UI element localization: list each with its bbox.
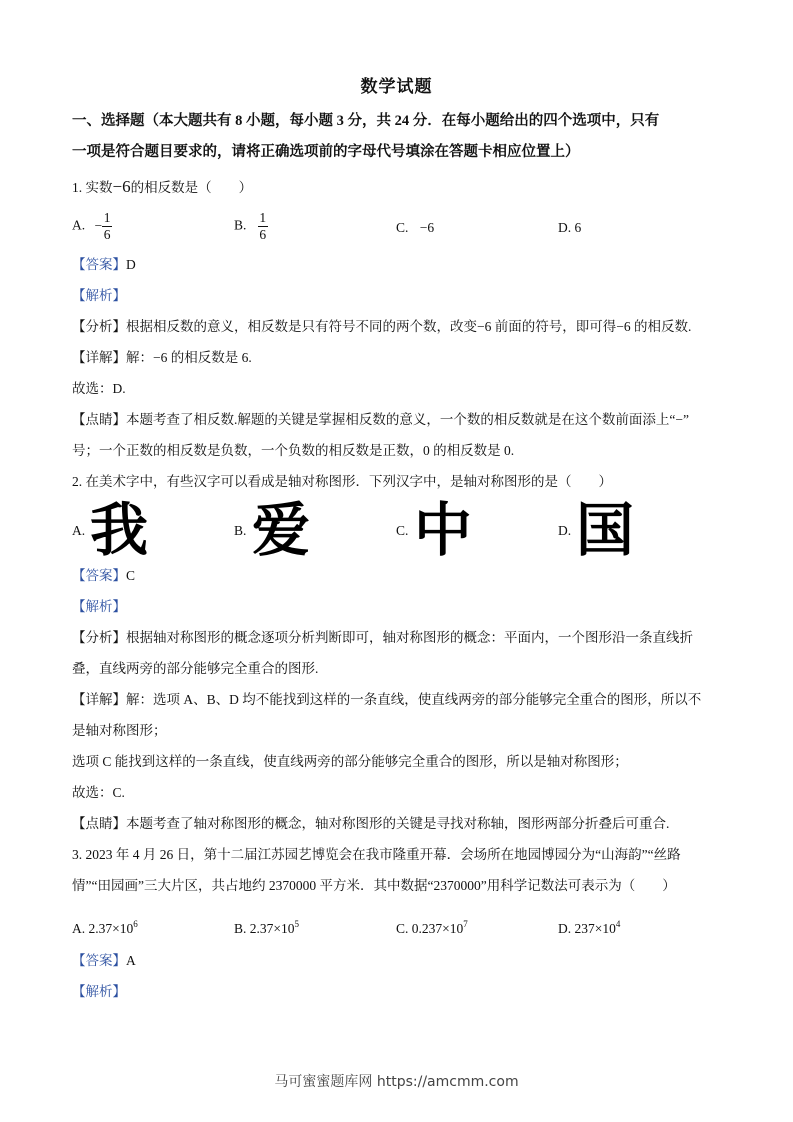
analysis-text: 根据相反数的意义，相反数是只有符号不同的两个数，改变−6 前面的符号，即可得−6 的相反数.: [126, 319, 692, 334]
option-exponent: 5: [294, 919, 300, 929]
q3-option-a: [72, 915, 138, 938]
q2-option-b-label: B.: [234, 523, 247, 538]
footer-watermark[interactable]: 马可蜜蜜题库网 https://amcmm.com: [274, 1074, 519, 1090]
numerator: 1: [103, 210, 111, 225]
q1-prefix: 1. 实数: [72, 180, 113, 195]
option-label: C.: [396, 921, 409, 936]
q1-choice: 故选：D.: [72, 381, 126, 396]
comment-text: 本题考查了轴对称图形的概念，轴对称图形的关键是寻找对称轴，图形两部分折叠后可重合.: [126, 816, 670, 831]
q2-option-d-label: D.: [558, 523, 572, 538]
q2-option-c-char: 中: [414, 496, 473, 564]
q2-option-a-char: 我: [90, 496, 149, 564]
q2-option-a-label: A.: [72, 523, 86, 538]
option-base: 2.37×10: [88, 921, 134, 936]
q1-answer: [72, 256, 136, 274]
q2-option-b-char: 爱: [252, 496, 311, 564]
comment-tag: 【点睛】: [72, 816, 126, 831]
q1-comment-line-1: [72, 411, 689, 429]
option-label: B.: [234, 217, 247, 233]
fraction: [102, 210, 112, 243]
q1-number: −6: [112, 177, 131, 196]
option-exponent: 7: [463, 919, 468, 929]
numerator: 1: [259, 210, 267, 225]
section-heading-line-2: 一项是符合题目要求的，请将正确选项前的字母代号填涂在答题卡相应位置上）: [72, 144, 580, 160]
option-exponent: 4: [615, 919, 621, 929]
q3-jiexi-tag: 【解析】: [72, 984, 126, 999]
comment-tag: 【点睛】: [72, 412, 126, 427]
detail-text: 解：−6 的相反数是 6.: [126, 350, 252, 365]
q2-comment: [72, 815, 669, 833]
q2-answer: [72, 567, 135, 585]
q2-analysis-line-2: 叠，直线两旁的部分能够完全重合的图形.: [72, 661, 319, 676]
option-label: A.: [72, 217, 86, 233]
q3-stem-line-1: 3. 2023 年 4 月 26 日，第十二届江苏园艺博览会在我市隆重开幕．会场所在地园博园分为“山海韵”“丝路: [72, 847, 681, 862]
q1-jiexi-tag: 【解析】: [72, 288, 126, 303]
fraction: [258, 210, 268, 243]
q1-option-b: [234, 210, 268, 243]
q3-option-d: [558, 915, 620, 938]
section-heading-line-1: 一、选择题（本大题共有 8 小题，每小题 3 分，共 24 分．在每小题给出的四个选项中，只有: [72, 113, 660, 129]
detail-tag: 【详解】: [72, 692, 126, 707]
answer-tag: 【答案】: [72, 257, 126, 272]
q1-detail: [72, 349, 252, 367]
analysis-text: 根据轴对称图形的概念逐项分析判断即可，轴对称图形的概念：平面内，一个图形沿一条直线折: [126, 630, 693, 645]
option-base: 2.37×10: [249, 921, 295, 936]
analysis-tag: 【分析】: [72, 630, 126, 645]
q1-option-a: [72, 210, 112, 243]
answer-value: A: [126, 953, 136, 968]
comment-text: 本题考查了相反数.解题的关键是掌握相反数的意义，一个数的相反数就是在这个数前面添上“−”: [126, 412, 689, 427]
q3-option-b: [234, 915, 299, 938]
answer-tag: 【答案】: [72, 568, 126, 583]
q2-jiexi-tag: 【解析】: [72, 599, 126, 614]
q2-stem: 2. 在美术字中，有些汉字可以看成是轴对称图形．下列汉字中，是轴对称图形的是（ ）: [72, 474, 612, 489]
q2-option-c-label: C.: [396, 523, 409, 538]
q3-stem-line-2: 情”“田园画”三大片区，共占地约 2370000 平方米．其中数据“2370000”用科学记数法可表示为（ ）: [72, 878, 676, 893]
option-label: B.: [234, 921, 247, 936]
q1-option-c: [396, 219, 434, 237]
answer-value: D: [126, 257, 136, 272]
q2-choice: 故选：C.: [72, 785, 125, 800]
q1-comment-line-2: 号；一个正数的相反数是负数，一个负数的相反数是正数，0 的相反数是 0.: [72, 443, 515, 458]
q2-detail-line-1: [72, 691, 701, 709]
option-value: −6: [419, 220, 435, 235]
answer-value: C: [126, 568, 136, 583]
q2-option-d-char: 国: [576, 496, 635, 564]
q2-detail-line-3: 选项 C 能找到这样的一条直线，使直线两旁的部分能够完全重合的图形，所以是轴对称图形；: [72, 754, 628, 769]
option-base: 237×10: [574, 921, 616, 936]
q1-stem: [72, 178, 252, 197]
q3-option-c: [396, 915, 468, 938]
detail-tag: 【详解】: [72, 350, 126, 365]
option-label: C.: [396, 220, 409, 235]
minus-sign: −: [94, 217, 103, 233]
q3-answer: [72, 952, 136, 970]
q1-suffix: 的相反数是（ ）: [130, 180, 253, 195]
detail-text: 解：选项 A、B、D 均不能找到这样的一条直线，使直线两旁的部分能够完全重合的图形，所以不: [126, 692, 702, 707]
q1-analysis: [72, 318, 691, 336]
option-label: D.: [558, 921, 572, 936]
analysis-tag: 【分析】: [72, 319, 126, 334]
option-value: 6: [574, 220, 582, 235]
option-label: D.: [558, 220, 572, 235]
q2-analysis-line-1: [72, 629, 693, 647]
q2-detail-line-2: 是轴对称图形；: [72, 723, 167, 738]
q1-option-d: [558, 219, 581, 237]
denominator: 6: [259, 227, 267, 242]
answer-tag: 【答案】: [72, 953, 126, 968]
option-label: A.: [72, 921, 86, 936]
denominator: 6: [103, 227, 111, 242]
page-title: 数学试题: [360, 77, 433, 96]
option-exponent: 6: [133, 919, 138, 929]
option-base: 0.237×10: [411, 921, 464, 936]
